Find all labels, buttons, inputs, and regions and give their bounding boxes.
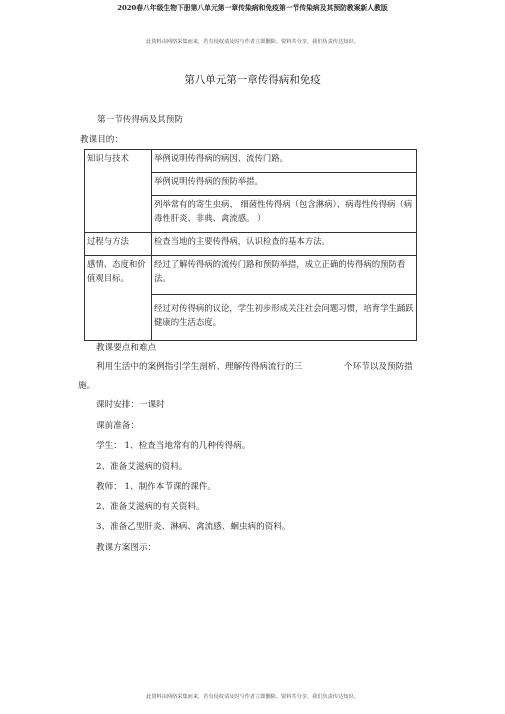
prep-line: 3、准备乙型肝炎、淋病、禽流感、蛔虫病的资料。 — [96, 522, 291, 532]
section-heading: 第一节传得病及其预防 — [97, 115, 183, 125]
notice-top: 此资料由网络采集而来，若有侵权请及时与作者立即删除。资料共分享，我们负责传达知识。 — [146, 39, 359, 45]
objective-item: 举例说明传得病的预防举措。 — [152, 173, 417, 196]
category-process-method: 过程与方法 — [85, 233, 152, 256]
prep-line: 教师： 1、制作本节课的课件。 — [96, 482, 216, 492]
objectives-table — [84, 149, 417, 341]
objective-item: 经过对传得病的议论，学生初步形成关注社会问题习惯，培育学生踊跃健康的生活态度。 — [152, 295, 417, 341]
objective-item: 列举常有的寄生虫病、 细菌性传得病（包含淋病）、病毒性传得病（病毒性肝炎、非典、禽流感。 ） — [152, 196, 417, 233]
key-points-label: 教课要点和难点 — [96, 343, 157, 353]
prep-line: 2、准备艾滋病的资料。 — [96, 462, 188, 472]
document-title: 第八单元第一章传得病和免疫 — [184, 74, 321, 86]
objectives-label: 教课目的： — [80, 135, 123, 145]
category-attitude-values: 感情、态度和价值观目标。 — [85, 256, 152, 341]
prep-line: 2、准备艾滋病的有关资料。 — [96, 502, 205, 512]
objective-item: 检查当地的主要传得病，认识检查的基本方法。 — [152, 233, 417, 256]
plan-label: 教课方案图示： — [96, 543, 157, 553]
document-header: 2020春八年级生物下册第八单元第一章传染病和免疫第一节传染病及其预防教案新人教版 — [117, 4, 388, 12]
prep-label: 课前准备： — [96, 421, 139, 431]
objective-item: 举例说明传得病的病因、流传门路。 — [152, 150, 417, 173]
table-row — [85, 233, 417, 256]
key-points-text-3: 施。 — [78, 381, 96, 391]
table-row — [85, 150, 417, 173]
category-knowledge-skills: 知识与技术 — [85, 150, 152, 233]
notice-bottom: 此资料由网络采集而来，若有侵权请及时与作者立即删除。资料共分享，我们负责传达知识。 — [146, 694, 359, 700]
objective-item: 经过了解传得病的流传门路和预防举措，成立正确的传得病的预防看法。 — [152, 256, 417, 295]
table-row — [85, 256, 417, 295]
key-points-text-2: 个环节以及预防措 — [344, 362, 413, 372]
schedule-text: 课时安排：一课时 — [96, 400, 165, 410]
key-points-text-1: 利用生活中的案例指引学生剖析、理解传得病流行的三 — [96, 362, 303, 372]
prep-line: 学生： 1、检查当地常有的几种传得病。 — [96, 441, 251, 451]
